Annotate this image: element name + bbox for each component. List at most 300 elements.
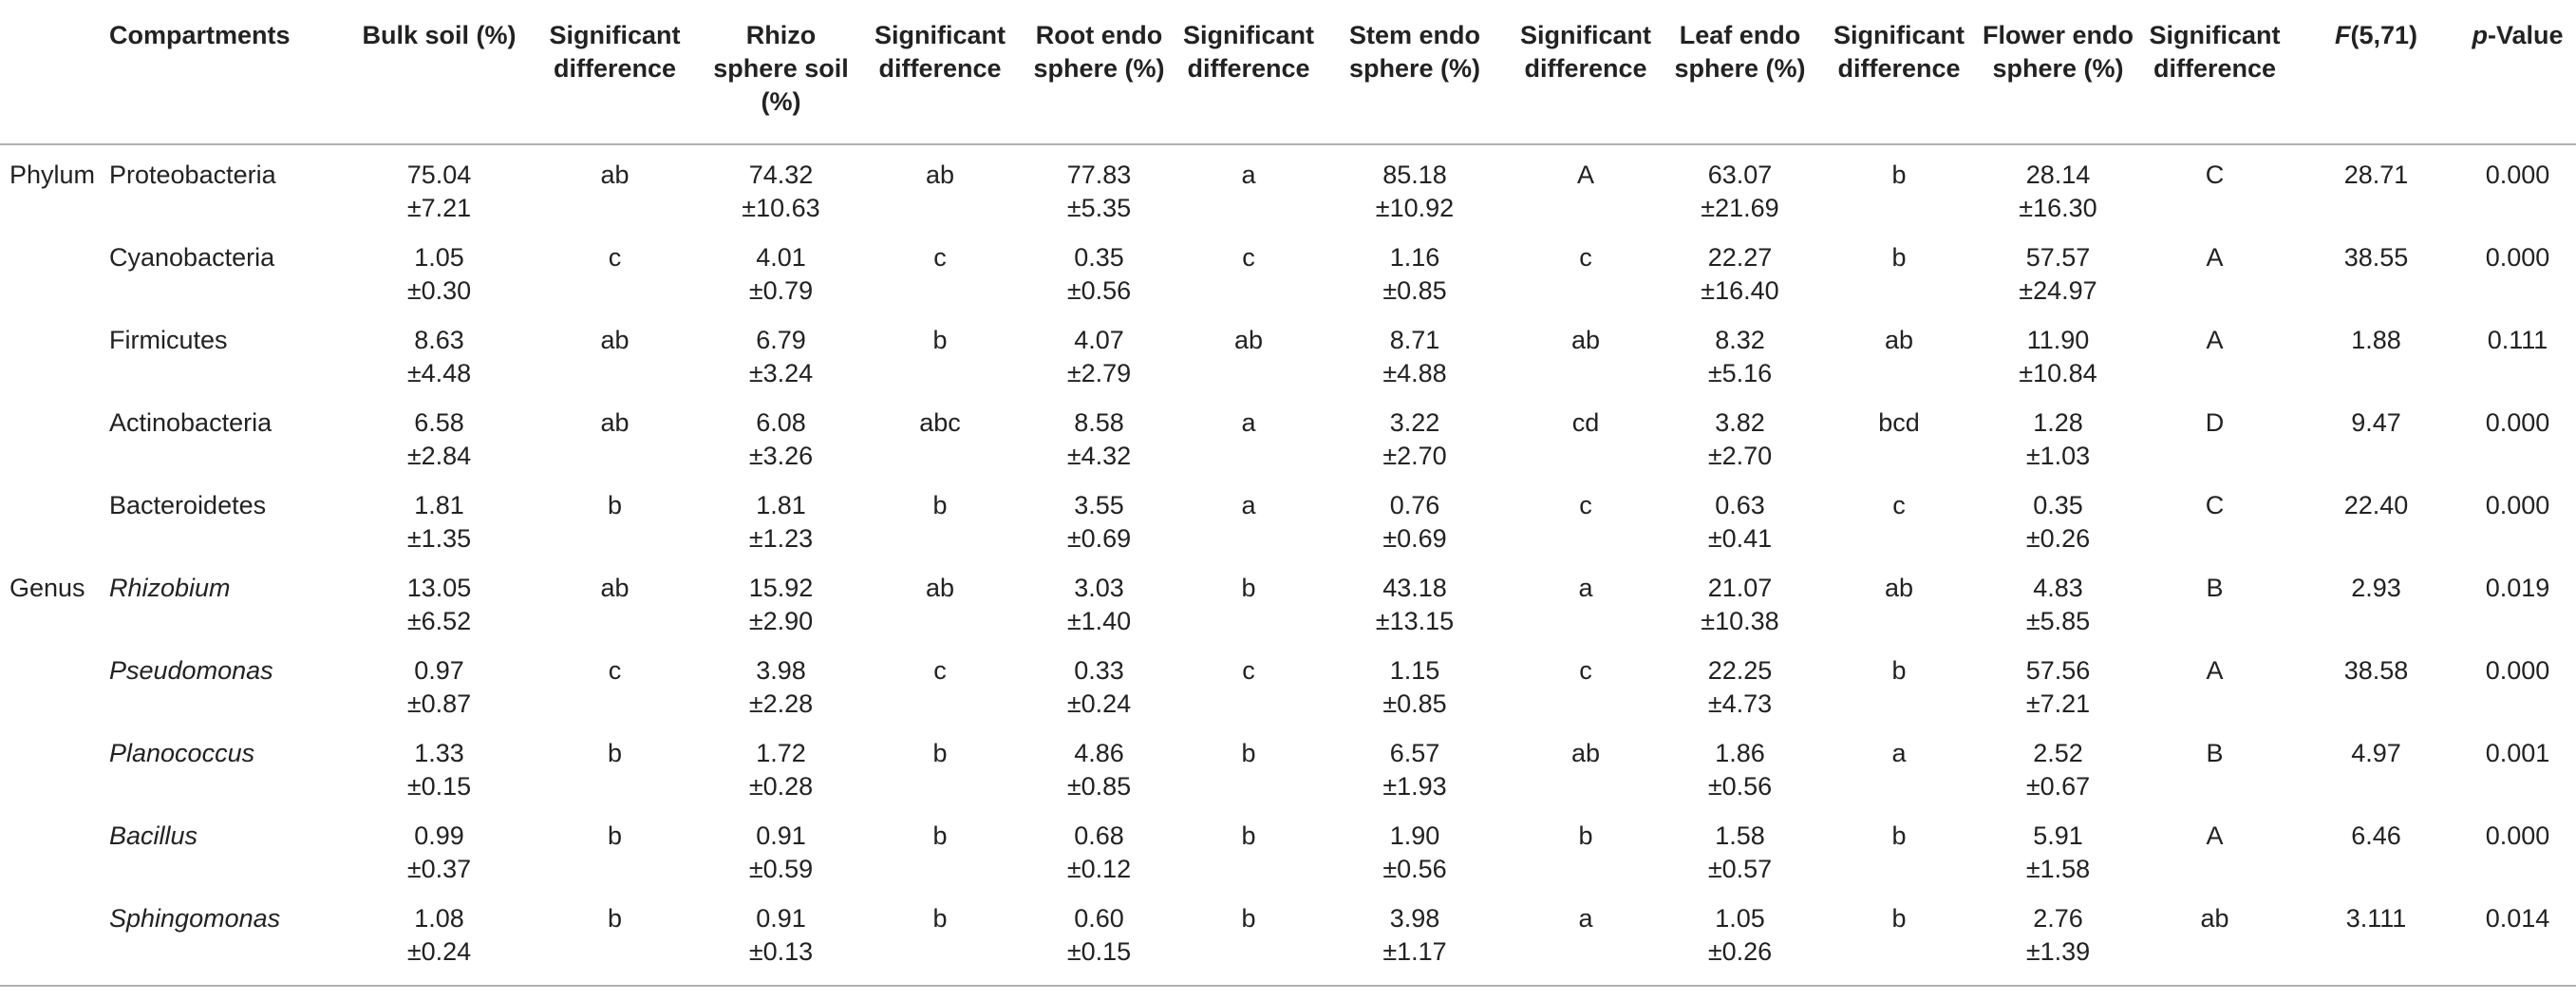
cell-group [0, 820, 100, 902]
cell-mean: 6.79 [756, 326, 806, 354]
cell-rhizo-sphere-soil [703, 737, 859, 820]
cell-sd: ±1.39 [2025, 937, 2091, 966]
header-root-endo-sphere: Root endo sphere (%) [1033, 21, 1165, 83]
cell-significant-difference-6: B [2206, 574, 2224, 602]
cell-sd: ±2.84 [406, 442, 472, 470]
cell-stem-endo-sphere [1320, 144, 1510, 241]
cell-flower-endo-sphere [1980, 241, 2136, 324]
cell-flower-endo-sphere [1980, 144, 2136, 241]
cell-sd: ±10.63 [742, 194, 820, 222]
cell-sd: ±0.87 [406, 689, 472, 718]
cell-mean: 85.18 [1382, 160, 1447, 189]
cell-significant-difference-4: a [1578, 574, 1593, 602]
cell-mean: 8.32 [1715, 326, 1765, 354]
cell-sd: ±1.40 [1066, 607, 1132, 635]
cell-significant-difference-1: ab [600, 326, 630, 354]
cell-mean: 3.98 [1389, 904, 1440, 933]
cell-mean: 15.92 [748, 574, 814, 602]
header-f-statistic [2293, 8, 2459, 144]
cell-compartment: Bacillus [109, 821, 198, 850]
cell-rhizo-sphere-soil [703, 489, 859, 572]
cell-sd: ±0.85 [1382, 276, 1447, 305]
cell-significant-difference-2: b [932, 739, 948, 767]
cell-significant-difference-6: C [2205, 160, 2225, 189]
cell-significant-difference-6: ab [2200, 904, 2229, 933]
cell-compartment: Planococcus [109, 739, 255, 767]
cell-compartment: Cyanobacteria [109, 243, 275, 272]
cell-sd: ±0.67 [2025, 772, 2091, 801]
cell-significant-difference-3: b [1241, 821, 1256, 850]
cell-p-value: 0.000 [2485, 408, 2550, 437]
cell-sd: ±7.21 [2025, 689, 2091, 718]
cell-compartment: Actinobacteria [109, 408, 273, 437]
cell-f-statistic: 4.97 [2351, 739, 2401, 767]
data-table [0, 8, 2576, 987]
cell-mean: 11.90 [2026, 326, 2090, 354]
cell-f-statistic: 22.40 [2343, 491, 2409, 519]
header-flower-endo-sphere: Flower endo sphere (%) [1982, 21, 2134, 83]
cell-mean: 1.72 [756, 739, 806, 767]
cell-mean: 0.33 [1074, 656, 1124, 685]
cell-mean: 0.35 [2033, 491, 2083, 519]
cell-sd: ±2.90 [748, 607, 814, 635]
cell-mean: 3.82 [1715, 408, 1765, 437]
cell-p-value: 0.000 [2485, 160, 2550, 189]
cell-leaf-endo-sphere [1662, 324, 1818, 406]
cell-compartment: Sphingomonas [109, 904, 281, 933]
cell-mean: 0.91 [756, 821, 806, 850]
cell-sd: ±3.24 [748, 359, 814, 387]
cell-sd: ±13.15 [1375, 607, 1455, 635]
header-p-italic: p [2472, 21, 2488, 49]
cell-group [0, 406, 100, 489]
cell-mean: 2.76 [2033, 904, 2083, 933]
cell-rhizo-sphere-soil [703, 324, 859, 406]
cell-mean: 0.63 [1715, 491, 1765, 519]
cell-significant-difference-1: b [607, 491, 623, 519]
cell-sd: ±24.97 [2019, 276, 2097, 305]
table-row [0, 324, 2576, 406]
cell-significant-difference-4: c [1579, 491, 1592, 519]
cell-leaf-endo-sphere [1662, 737, 1818, 820]
cell-stem-endo-sphere [1320, 324, 1510, 406]
cell-root-endo-sphere [1021, 737, 1177, 820]
header-f-italic: F [2334, 21, 2351, 49]
cell-stem-endo-sphere [1320, 902, 1510, 986]
cell-sd: ±4.48 [406, 359, 472, 387]
cell-sd: ±5.85 [2025, 607, 2091, 635]
cell-sd: ±0.24 [406, 937, 472, 966]
cell-significant-difference-6: A [2206, 243, 2224, 272]
cell-stem-endo-sphere [1320, 737, 1510, 820]
cell-root-endo-sphere [1021, 654, 1177, 737]
cell-significant-difference-1: b [607, 821, 623, 850]
cell-flower-endo-sphere [1980, 324, 2136, 406]
cell-sd: ±0.24 [1066, 689, 1132, 718]
cell-significant-difference-1: b [607, 739, 623, 767]
cell-sd: ±4.32 [1066, 442, 1132, 470]
cell-p-value: 0.001 [2485, 739, 2550, 767]
cell-mean: 8.63 [414, 326, 464, 354]
cell-sd: ±0.69 [1382, 524, 1447, 553]
cell-mean: 21.07 [1707, 574, 1773, 602]
cell-stem-endo-sphere [1320, 572, 1510, 654]
header-group [0, 8, 100, 144]
header-significant-difference-6: Significant difference [2149, 21, 2281, 83]
cell-significant-difference-6: A [2206, 821, 2224, 850]
cell-mean: 1.86 [1715, 739, 1765, 767]
cell-significant-difference-2: c [933, 243, 947, 272]
cell-significant-difference-4: c [1579, 656, 1592, 685]
cell-mean: 22.27 [1707, 243, 1773, 272]
cell-significant-difference-5: c [1892, 491, 1906, 519]
cell-significant-difference-2: abc [919, 408, 961, 437]
cell-sd: ±2.28 [748, 689, 814, 718]
cell-mean: 2.52 [2033, 739, 2083, 767]
cell-mean: 6.58 [414, 408, 464, 437]
cell-sd: ±0.56 [1707, 772, 1773, 801]
cell-significant-difference-6: C [2205, 491, 2225, 519]
cell-sd: ±5.16 [1707, 359, 1773, 387]
cell-significant-difference-3: b [1241, 574, 1256, 602]
header-significant-difference-2: Significant difference [874, 21, 1006, 83]
cell-sd: ±0.37 [406, 855, 472, 883]
cell-mean: 4.83 [2033, 574, 2083, 602]
cell-rhizo-sphere-soil [703, 572, 859, 654]
cell-mean: 1.28 [2033, 408, 2083, 437]
cell-mean: 1.81 [756, 491, 806, 519]
cell-group: Genus [9, 574, 85, 602]
cell-rhizo-sphere-soil [703, 654, 859, 737]
cell-mean: 0.99 [414, 821, 464, 850]
cell-significant-difference-3: c [1242, 656, 1255, 685]
cell-significant-difference-1: ab [600, 408, 630, 437]
cell-significant-difference-1: b [607, 904, 623, 933]
cell-flower-endo-sphere [1980, 737, 2136, 820]
cell-significant-difference-2: b [932, 821, 948, 850]
cell-sd: ±0.56 [1382, 855, 1447, 883]
cell-group: Phylum [9, 160, 96, 189]
cell-significant-difference-5: ab [1884, 326, 1914, 354]
cell-rhizo-sphere-soil [703, 902, 859, 986]
cell-sd: ±0.26 [1707, 937, 1773, 966]
cell-significant-difference-4: A [1576, 160, 1594, 189]
table-header [0, 8, 2576, 144]
cell-significant-difference-4: cd [1571, 408, 1600, 437]
cell-root-endo-sphere [1021, 902, 1177, 986]
cell-mean: 1.16 [1389, 243, 1440, 272]
cell-compartment: Bacteroidetes [109, 491, 267, 519]
cell-root-endo-sphere [1021, 489, 1177, 572]
cell-significant-difference-5: b [1891, 821, 1907, 850]
cell-significant-difference-3: ab [1233, 326, 1264, 354]
cell-mean: 0.60 [1074, 904, 1124, 933]
header-p-rest: -Value [2487, 21, 2564, 49]
cell-root-endo-sphere [1021, 406, 1177, 489]
cell-mean: 8.58 [1074, 408, 1124, 437]
table-row [0, 902, 2576, 986]
table-row [0, 572, 2576, 654]
cell-mean: 1.08 [414, 904, 464, 933]
cell-significant-difference-1: ab [600, 574, 630, 602]
cell-sd: ±1.03 [2025, 442, 2091, 470]
header-significant-difference-5: Significant difference [1833, 21, 1965, 83]
cell-mean: 1.15 [1389, 656, 1440, 685]
cell-leaf-endo-sphere [1662, 902, 1818, 986]
cell-root-endo-sphere [1021, 820, 1177, 902]
cell-bulk-soil [351, 654, 527, 737]
cell-significant-difference-6: A [2206, 326, 2224, 354]
cell-significant-difference-2: c [933, 656, 947, 685]
cell-sd: ±3.26 [748, 442, 814, 470]
cell-bulk-soil [351, 144, 527, 241]
cell-compartment: Pseudomonas [109, 656, 273, 685]
cell-f-statistic: 28.71 [2343, 160, 2409, 189]
cell-sd: ±0.85 [1382, 689, 1447, 718]
cell-bulk-soil [351, 820, 527, 902]
cell-compartment: Proteobacteria [109, 160, 276, 189]
cell-sd: ±16.30 [2019, 194, 2097, 222]
cell-group [0, 737, 100, 820]
cell-significant-difference-6: B [2206, 739, 2224, 767]
cell-significant-difference-3: a [1241, 491, 1256, 519]
cell-sd: ±6.52 [406, 607, 472, 635]
table-row [0, 820, 2576, 902]
cell-stem-endo-sphere [1320, 820, 1510, 902]
cell-mean: 6.57 [1389, 739, 1440, 767]
table-row [0, 737, 2576, 820]
cell-stem-endo-sphere [1320, 654, 1510, 737]
cell-root-endo-sphere [1021, 572, 1177, 654]
cell-leaf-endo-sphere [1662, 144, 1818, 241]
cell-flower-endo-sphere [1980, 902, 2136, 986]
cell-sd: ±2.79 [1066, 359, 1132, 387]
cell-bulk-soil [351, 489, 527, 572]
cell-sd: ±4.73 [1707, 689, 1773, 718]
cell-flower-endo-sphere [1980, 654, 2136, 737]
cell-p-value: 0.014 [2485, 904, 2550, 933]
cell-mean: 8.71 [1389, 326, 1440, 354]
table-row [0, 241, 2576, 324]
cell-rhizo-sphere-soil [703, 241, 859, 324]
cell-mean: 3.98 [756, 656, 806, 685]
cell-mean: 1.05 [1715, 904, 1765, 933]
cell-sd: ±0.79 [748, 276, 814, 305]
cell-sd: ±0.13 [748, 937, 814, 966]
cell-bulk-soil [351, 572, 527, 654]
cell-p-value: 0.000 [2485, 656, 2550, 685]
cell-significant-difference-3: b [1241, 904, 1256, 933]
cell-sd: ±2.70 [1707, 442, 1773, 470]
cell-sd: ±5.35 [1066, 194, 1132, 222]
cell-f-statistic: 1.88 [2351, 326, 2401, 354]
cell-mean: 1.33 [414, 739, 464, 767]
cell-significant-difference-4: ab [1570, 739, 1601, 767]
table-row [0, 406, 2576, 489]
cell-sd: ±1.35 [406, 524, 472, 553]
cell-significant-difference-2: b [932, 904, 948, 933]
cell-sd: ±0.69 [1066, 524, 1132, 553]
cell-sd: ±1.23 [748, 524, 814, 553]
cell-flower-endo-sphere [1980, 820, 2136, 902]
header-compartments: Compartments [109, 21, 291, 49]
cell-p-value: 0.000 [2485, 821, 2550, 850]
header-f-rest: (5,71) [2350, 21, 2418, 49]
cell-f-statistic: 3.111 [2345, 904, 2407, 933]
cell-f-statistic: 9.47 [2351, 408, 2401, 437]
cell-significant-difference-5: a [1891, 739, 1907, 767]
cell-significant-difference-3: c [1242, 243, 1255, 272]
cell-significant-difference-1: c [608, 656, 622, 685]
cell-mean: 6.08 [756, 408, 806, 437]
cell-significant-difference-4: c [1579, 243, 1592, 272]
cell-bulk-soil [351, 324, 527, 406]
cell-mean: 3.55 [1074, 491, 1124, 519]
cell-significant-difference-3: a [1241, 160, 1256, 189]
cell-stem-endo-sphere [1320, 489, 1510, 572]
cell-significant-difference-5: b [1891, 160, 1907, 189]
cell-significant-difference-1: c [608, 243, 622, 272]
cell-sd: ±2.70 [1382, 442, 1447, 470]
cell-sd: ±0.59 [748, 855, 814, 883]
cell-mean: 22.25 [1707, 656, 1773, 685]
cell-flower-endo-sphere [1980, 489, 2136, 572]
cell-mean: 5.91 [2033, 821, 2083, 850]
table-row [0, 654, 2576, 737]
cell-mean: 57.56 [2025, 656, 2091, 685]
header-stem-endo-sphere: Stem endo sphere (%) [1348, 21, 1481, 83]
cell-sd: ±0.28 [748, 772, 814, 801]
cell-mean: 4.01 [756, 243, 806, 272]
cell-sd: ±10.38 [1701, 607, 1779, 635]
cell-significant-difference-5: bcd [1878, 408, 1920, 437]
cell-group [0, 324, 100, 406]
cell-mean: 0.91 [756, 904, 806, 933]
header-significant-difference-1: Significant difference [549, 21, 681, 83]
table-body [0, 144, 2576, 986]
cell-sd: ±4.88 [1382, 359, 1447, 387]
cell-mean: 13.05 [406, 574, 472, 602]
header-significant-difference-4: Significant difference [1519, 21, 1651, 83]
cell-compartment: Firmicutes [109, 326, 228, 354]
cell-leaf-endo-sphere [1662, 241, 1818, 324]
cell-bulk-soil [351, 241, 527, 324]
cell-significant-difference-1: ab [600, 160, 630, 189]
cell-flower-endo-sphere [1980, 406, 2136, 489]
cell-leaf-endo-sphere [1662, 820, 1818, 902]
cell-sd: ±0.41 [1707, 524, 1773, 553]
cell-mean: 1.05 [414, 243, 464, 272]
cell-significant-difference-2: b [932, 491, 948, 519]
cell-significant-difference-5: b [1891, 904, 1907, 933]
cell-bulk-soil [351, 737, 527, 820]
cell-group [0, 902, 100, 986]
cell-mean: 1.90 [1389, 821, 1440, 850]
cell-mean: 57.57 [2025, 243, 2091, 272]
cell-sd: ±0.12 [1066, 855, 1132, 883]
cell-p-value: 0.111 [2487, 326, 2548, 354]
cell-leaf-endo-sphere [1662, 406, 1818, 489]
cell-mean: 4.07 [1074, 326, 1124, 354]
cell-significant-difference-2: ab [925, 574, 955, 602]
cell-significant-difference-2: ab [925, 160, 955, 189]
cell-root-endo-sphere [1021, 324, 1177, 406]
cell-significant-difference-5: ab [1884, 574, 1914, 602]
cell-mean: 1.81 [414, 491, 464, 519]
cell-significant-difference-5: b [1891, 656, 1907, 685]
cell-bulk-soil [351, 406, 527, 489]
cell-stem-endo-sphere [1320, 241, 1510, 324]
cell-stem-endo-sphere [1320, 406, 1510, 489]
cell-significant-difference-3: a [1241, 408, 1256, 437]
cell-p-value: 0.000 [2485, 243, 2550, 272]
cell-significant-difference-3: b [1241, 739, 1256, 767]
cell-mean: 4.86 [1074, 739, 1124, 767]
cell-f-statistic: 2.93 [2351, 574, 2401, 602]
header-rhizo-sphere-soil: Rhizo sphere soil (%) [713, 21, 849, 116]
cell-significant-difference-4: b [1578, 821, 1593, 850]
cell-mean: 0.35 [1074, 243, 1124, 272]
cell-mean: 63.07 [1707, 160, 1773, 189]
cell-sd: ±1.17 [1382, 937, 1447, 966]
cell-mean: 3.22 [1389, 408, 1440, 437]
cell-mean: 77.83 [1066, 160, 1132, 189]
cell-significant-difference-4: a [1578, 904, 1593, 933]
cell-significant-difference-6: A [2206, 656, 2224, 685]
cell-sd: ±0.85 [1066, 772, 1132, 801]
cell-sd: ±7.21 [406, 194, 472, 222]
cell-sd: ±1.93 [1382, 772, 1447, 801]
cell-mean: 0.76 [1389, 491, 1440, 519]
cell-leaf-endo-sphere [1662, 572, 1818, 654]
header-significant-difference-3: Significant difference [1182, 21, 1314, 83]
cell-sd: ±21.69 [1701, 194, 1779, 222]
cell-root-endo-sphere [1021, 241, 1177, 324]
cell-mean: 43.18 [1382, 574, 1447, 602]
cell-leaf-endo-sphere [1662, 489, 1818, 572]
cell-f-statistic: 38.58 [2343, 656, 2409, 685]
cell-mean: 3.03 [1074, 574, 1124, 602]
cell-significant-difference-2: b [932, 326, 948, 354]
cell-f-statistic: 38.55 [2343, 243, 2409, 272]
cell-sd: ±10.92 [1375, 194, 1455, 222]
cell-group [0, 241, 100, 324]
header-leaf-endo-sphere: Leaf endo sphere (%) [1674, 21, 1806, 83]
cell-sd: ±0.56 [1066, 276, 1132, 305]
cell-bulk-soil [351, 902, 527, 986]
cell-group [0, 489, 100, 572]
cell-sd: ±16.40 [1701, 276, 1779, 305]
cell-mean: 28.14 [2025, 160, 2091, 189]
table-row [0, 144, 2576, 241]
cell-mean: 0.68 [1074, 821, 1124, 850]
cell-mean: 74.32 [748, 160, 814, 189]
table-row [0, 489, 2576, 572]
header-row [0, 8, 2576, 144]
cell-rhizo-sphere-soil [703, 144, 859, 241]
cell-p-value: 0.019 [2485, 574, 2550, 602]
cell-flower-endo-sphere [1980, 572, 2136, 654]
header-bulk-soil: Bulk soil (%) [362, 21, 517, 49]
cell-sd: ±0.15 [406, 772, 472, 801]
cell-rhizo-sphere-soil [703, 406, 859, 489]
cell-group [0, 654, 100, 737]
cell-sd: ±10.84 [2019, 359, 2097, 387]
header-p-value [2459, 8, 2576, 144]
cell-mean: 75.04 [406, 160, 472, 189]
cell-sd: ±0.26 [2025, 524, 2091, 553]
cell-significant-difference-5: b [1891, 243, 1907, 272]
